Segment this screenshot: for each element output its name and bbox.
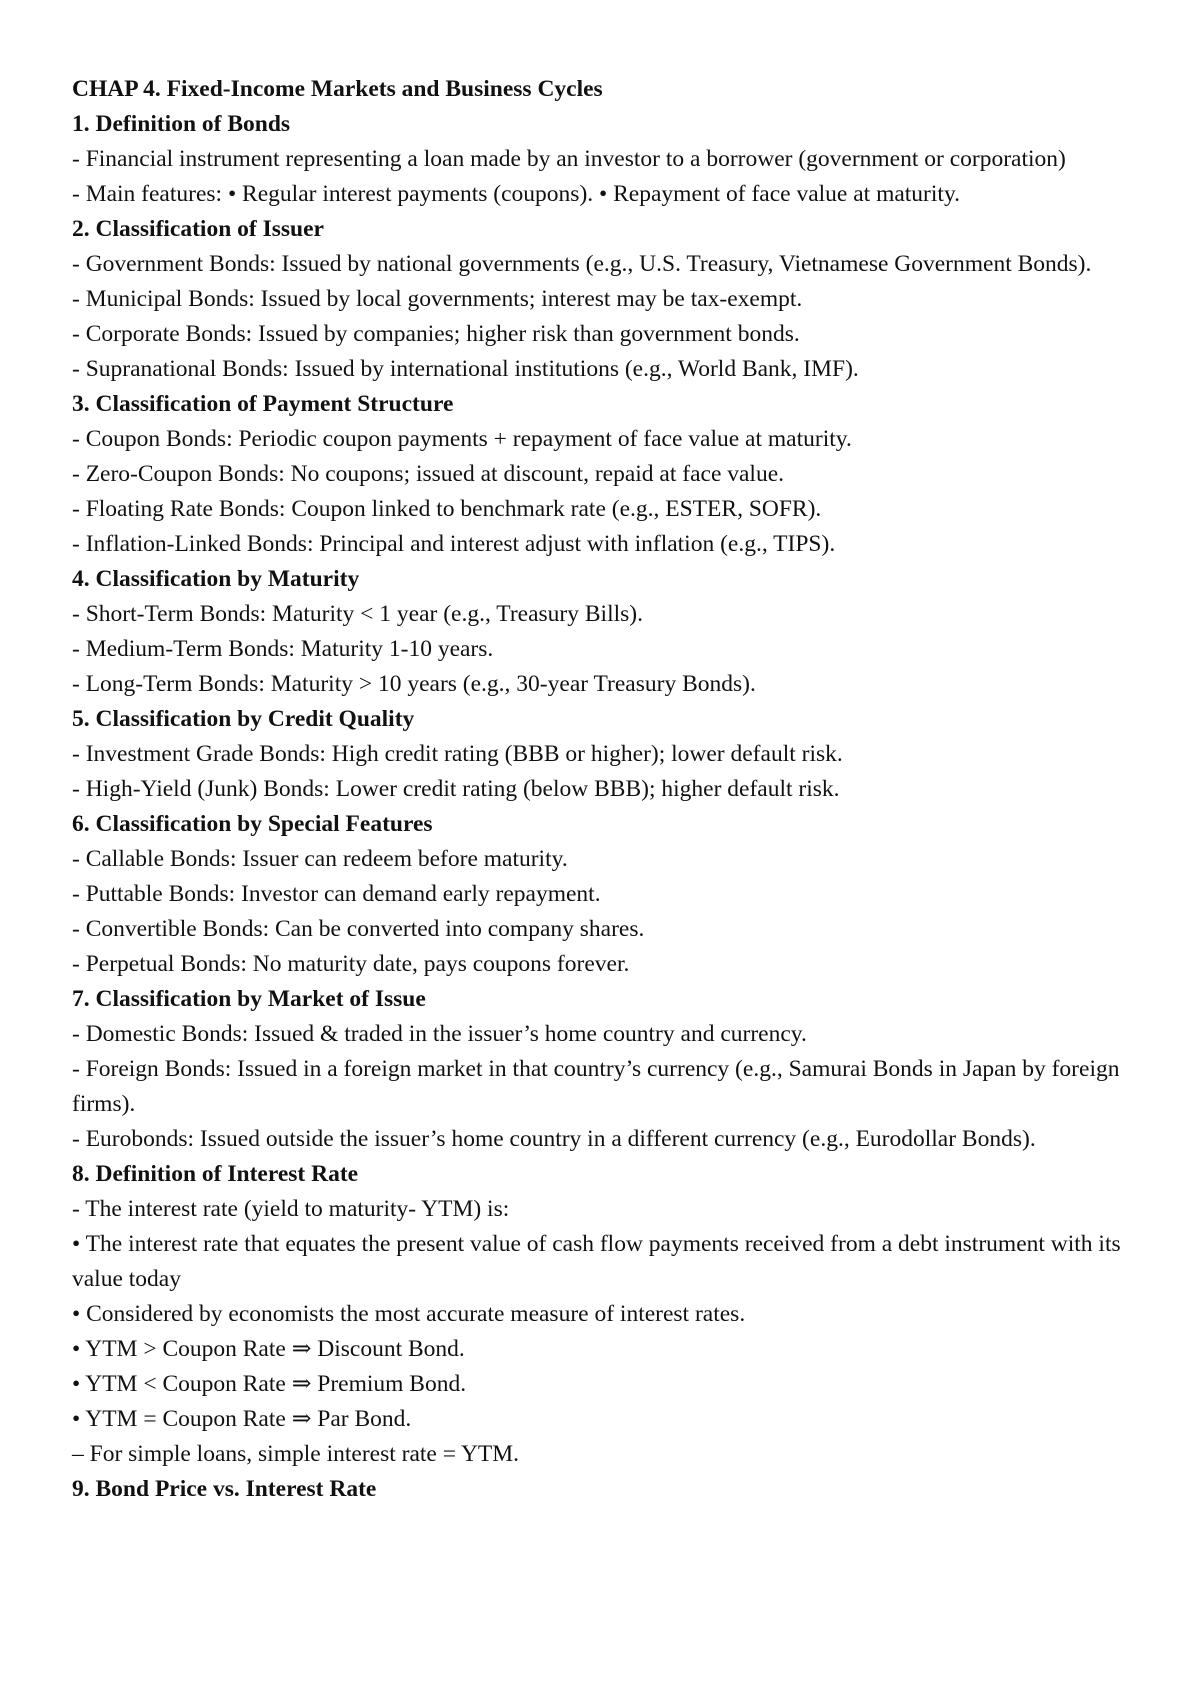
section-line: - Long-Term Bonds: Maturity > 10 years (e.g., 30-year Treasury Bonds).: [72, 671, 756, 697]
section-line: - Medium-Term Bonds: Maturity 1-10 years.: [72, 636, 494, 662]
section-line: - Investment Grade Bonds: High credit rating (BBB or higher); lower default risk.: [72, 741, 843, 767]
document-title: CHAP 4. Fixed-Income Markets and Business Cycles: [72, 76, 603, 102]
section-line: - High-Yield (Junk) Bonds: Lower credit rating (below BBB); higher default risk.: [72, 776, 840, 802]
section-line: - Municipal Bonds: Issued by local governments; interest may be tax-exempt.: [72, 286, 803, 312]
section-line: - Puttable Bonds: Investor can demand early repayment.: [72, 881, 601, 907]
document-content: [72, 107, 1140, 1507]
section-line: - Main features: • Regular interest payments (coupons). • Repayment of face value at maturity.: [72, 181, 961, 207]
section-heading: 2. Classification of Issuer: [72, 216, 324, 242]
section-line: • The interest rate that equates the present value of cash flow payments received from a debt instrument with its value today: [72, 1231, 1121, 1292]
section-line: • YTM = Coupon Rate ⇒ Par Bond.: [72, 1406, 412, 1432]
section-line: - Supranational Bonds: Issued by international institutions (e.g., World Bank, IMF).: [72, 356, 859, 382]
section-line: - Foreign Bonds: Issued in a foreign market in that country’s currency (e.g., Samurai Bonds in Japan by foreign firms).: [72, 1056, 1120, 1117]
section-line: - The interest rate (yield to maturity- YTM) is:: [72, 1196, 510, 1222]
section-line: - Corporate Bonds: Issued by companies; higher risk than government bonds.: [72, 321, 800, 347]
section-heading: 3. Classification of Payment Structure: [72, 391, 454, 417]
section-line: - Zero-Coupon Bonds: No coupons; issued at discount, repaid at face value.: [72, 461, 785, 487]
section-line: - Short-Term Bonds: Maturity < 1 year (e.g., Treasury Bills).: [72, 601, 643, 627]
section-heading: 5. Classification by Credit Quality: [72, 706, 415, 732]
section-heading: 6. Classification by Special Features: [72, 811, 433, 837]
section-line: - Floating Rate Bonds: Coupon linked to benchmark rate (e.g., ESTER, SOFR).: [72, 496, 822, 522]
section-line: - Eurobonds: Issued outside the issuer’s home country in a different currency (e.g., Eurodollar Bonds).: [72, 1126, 1036, 1152]
section-heading: 7. Classification by Market of Issue: [72, 986, 426, 1012]
section-heading: 8. Definition of Interest Rate: [72, 1161, 359, 1187]
section-line: - Coupon Bonds: Periodic coupon payments + repayment of face value at maturity.: [72, 426, 852, 452]
section-line: • YTM > Coupon Rate ⇒ Discount Bond.: [72, 1336, 465, 1362]
section-heading: 4. Classification by Maturity: [72, 566, 360, 592]
section-line: • Considered by economists the most accurate measure of interest rates.: [72, 1301, 746, 1327]
section-heading: 1. Definition of Bonds: [72, 111, 291, 137]
section-line: - Domestic Bonds: Issued & traded in the issuer’s home country and currency.: [72, 1021, 807, 1047]
section-heading: 9. Bond Price vs. Interest Rate: [72, 1476, 377, 1502]
section-line: - Financial instrument representing a loan made by an investor to a borrower (government or corporation): [72, 146, 1066, 172]
section-line: – For simple loans, simple interest rate = YTM.: [72, 1441, 520, 1467]
section-line: • YTM < Coupon Rate ⇒ Premium Bond.: [72, 1371, 467, 1397]
section-line: - Perpetual Bonds: No maturity date, pays coupons forever.: [72, 951, 630, 977]
section-line: - Callable Bonds: Issuer can redeem before maturity.: [72, 846, 568, 872]
section-line: - Convertible Bonds: Can be converted into company shares.: [72, 916, 645, 942]
section-line: - Inflation-Linked Bonds: Principal and interest adjust with inflation (e.g., TIPS).: [72, 531, 836, 557]
section-line: - Government Bonds: Issued by national governments (e.g., U.S. Treasury, Vietnamese Government Bonds).: [72, 251, 1092, 277]
